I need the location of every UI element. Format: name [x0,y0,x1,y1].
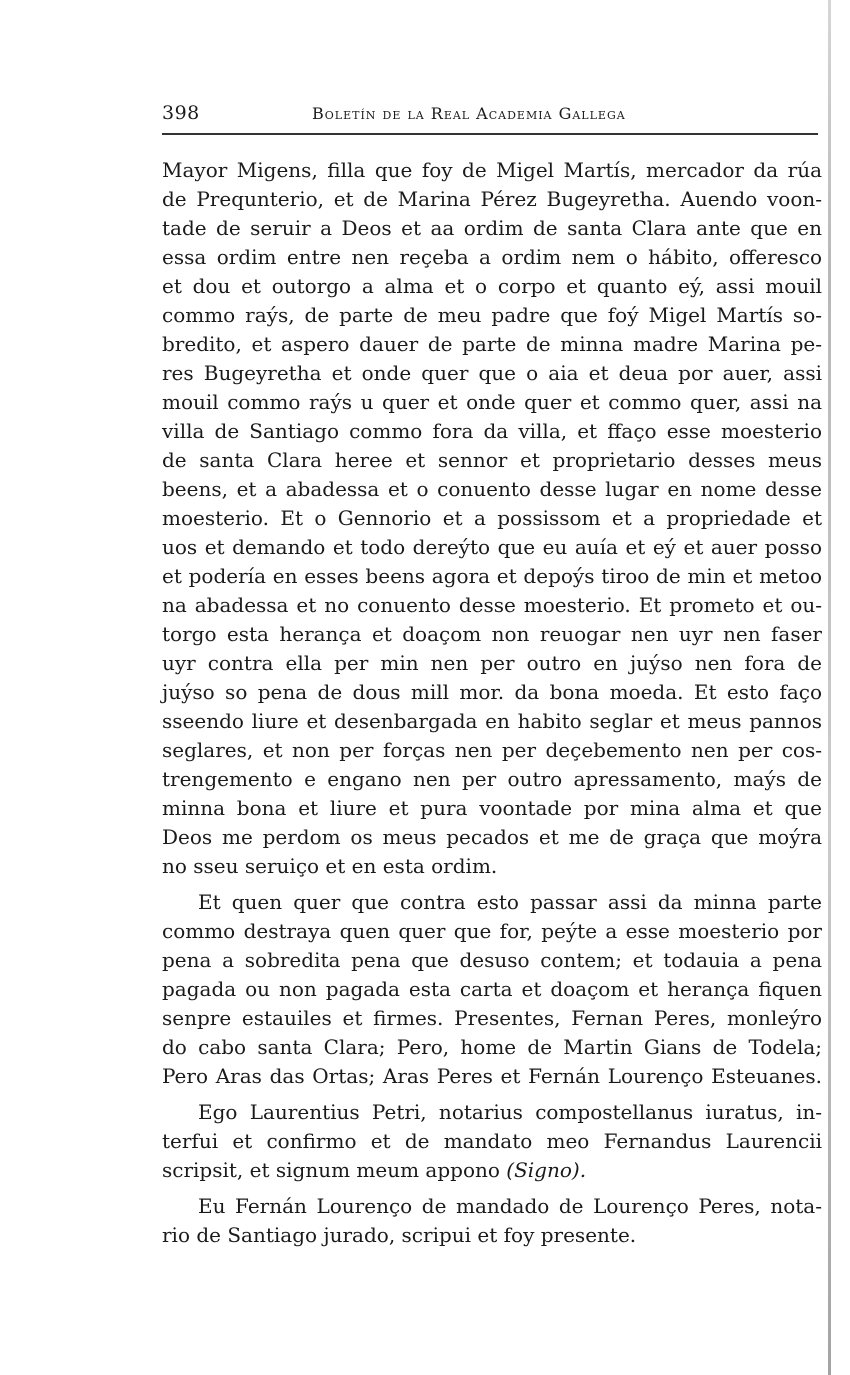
text-line: terfui et confirmo et de mandato meo Fernandus Laurencii [162,1129,822,1153]
text-line [162,1156,822,1185]
text-line: et podería en esses beens agora et depoýs tiroo de min et metoo [162,564,822,588]
text-line: Eu Fernán Lourenço de mandado de Lourenço Peres, nota- [198,1194,822,1218]
running-head [162,102,818,130]
paragraph-2 [162,888,822,1091]
text-line: Ego Laurentius Petri, notarius compostellanus iuratus, in- [198,1100,822,1124]
text-line: seglares, et non per forças nen per deçebemento nen per cos- [162,738,822,762]
text-line: tade de seruir a Deos et aa ordim de santa Clara ante que en [162,216,822,240]
text-line: torgo esta herança et doaçom non reuogar nen uyr nen faser [162,622,822,646]
text-line: no sseu seruiço et en esta ordim. [162,854,498,878]
text-line: commo destraya quen quer que for, peýte a esse moesterio por [162,919,822,943]
text-line: de Prequnterio, et de Marina Pérez Bugeyretha. Auendo voon- [162,187,822,211]
scan-edge [828,0,831,1375]
text-line: juýso so pena de dous mill mor. da bona moeda. Et esto faço [162,680,822,704]
text-line: Pero Aras das Ortas; Aras Peres et Fernán Lourenço Esteuanes. [162,1064,822,1088]
text-line: commo raýs, de parte de meu padre que foý Migel Martís so- [162,303,822,327]
text-line: sseendo liure et desenbargada en habito seglar et meus pannos [162,709,822,733]
text-line: et dou et outorgo a alma et o corpo et quanto eý, assi mouil [162,274,822,298]
text-line: uos et demando et todo dereýto que eu auía et eý et auer posso [162,535,822,559]
text-line: de santa Clara heree et sennor et proprietario desses meus [162,448,822,472]
text-line: moesterio. Et o Gennorio et a possissom et a propriedade et [162,506,822,530]
text-line-content: scripsit, et signum meum appono [162,1158,500,1182]
text-line: minna bona et liure et pura voontade por mina alma et que [162,796,822,820]
paragraph-1 [162,156,822,881]
text-line: senpre estauiles et firmes. Presentes, Fernan Peres, monleýro [162,1006,822,1030]
header-rule [162,133,818,135]
page-number: 398 [162,102,200,124]
text-line: villa de Santiago commo fora da villa, et ffaço esse moesterio [162,419,822,443]
text-line: pagada ou non pagada esta carta et doaçom et herança fiquen [162,977,822,1001]
text-line: trengemento e engano nen per outro apressamento, maýs de [162,767,822,791]
text-line: rio de Santiago jurado, scripui et foy presente. [162,1223,637,1247]
text-line: Mayor Migens, filla que foy de Migel Martís, mercador da rúa [162,158,822,182]
body-text [162,156,822,1250]
paragraph-3 [162,1098,822,1185]
text-line: bredito, et aspero dauer de parte de minna madre Marina pe- [162,332,822,356]
text-line: do cabo santa Clara; Pero, home de Martin Gians de Todela; [162,1035,822,1059]
text-line: Deos me perdom os meus pecados et me de graça que moýra [162,825,822,849]
text-line: Et quen quer que contra esto passar assi da minna parte [198,890,822,914]
text-line: na abadessa et no conuento desse moesterio. Et prometo et ou- [162,593,822,617]
text-line: uyr contra ella per min nen per outro en juýso nen fora de [162,651,822,675]
text-line: res Bugeyretha et onde quer que o aia et deua por auer, assi [162,361,822,385]
text-line: mouil commo raýs u quer et onde quer et commo quer, assi na [162,390,822,414]
paragraph-4 [162,1192,822,1250]
signo-mark: (Signo). [506,1158,587,1182]
text-line: beens, et a abadessa et o conuento desse lugar en nome desse [162,477,822,501]
text-line: pena a sobredita pena que desuso contem; et todauia a pena [162,948,822,972]
text-line: essa ordim entre nen reçeba a ordim nem o hábito, offeresco [162,245,822,269]
journal-title: Boletín de la Real Academia Gallega [312,104,626,123]
